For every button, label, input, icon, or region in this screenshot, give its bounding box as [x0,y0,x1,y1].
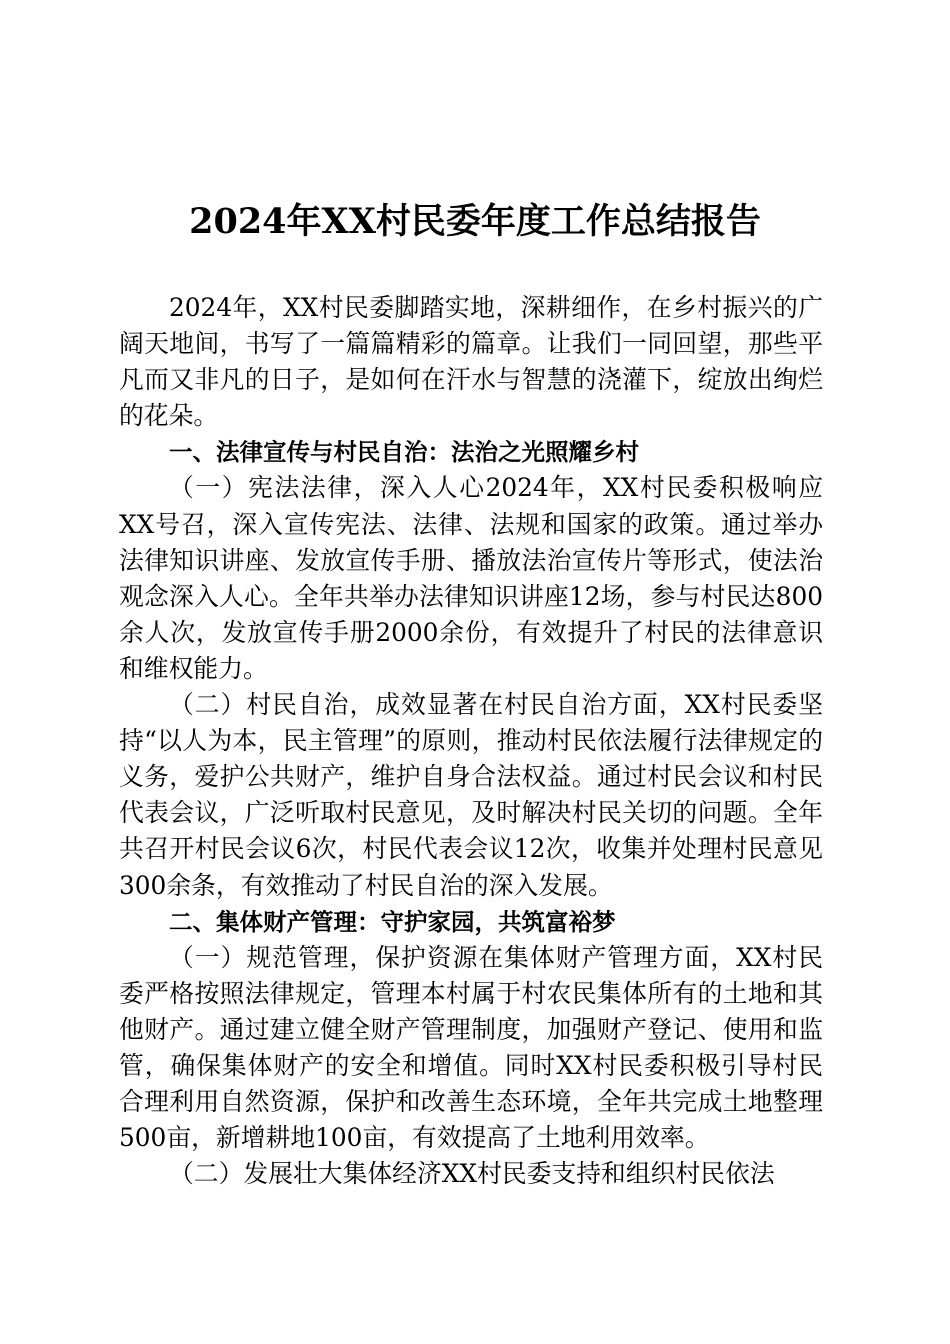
section-2-paragraph-2: （二）发展壮大集体经济XX村民委支持和组织村民依法 [169,1159,775,1189]
section-2-heading: 二、集体财产管理：守护家园，共筑富裕梦 [169,907,616,936]
section-2-paragraph-1: （一）规范管理，保护资源在集体财产管理方面，XX村民委严格按照法律规定，管理本村属于村农民集体所有的土地和其他财产。通过建立健全财产管理制度，加强财产登记、使用和监管，确保集体财产的安全和增值。同时XX村民委积极引导村民合理利用自然资源，保护和改善生态环境，全年共完成土地整理500亩，新增耕地100亩，有效提高了土地利用效率。 [119,942,823,1153]
document-title: 2024年XX村民委年度工作总结报告 [189,201,761,242]
section-1-paragraph-1: （一）宪法法律，深入人心2024年，XX村民委积极响应XX号召，深入宣传宪法、法律、法规和国家的政策。通过举办法律知识讲座、发放宣传手册、播放法治宣传片等形式，使法治观念深入人心。全年共举办法律知识讲座12场，参与村民达800余人次，发放宣传手册2000余份，有效提升了村民的法律意识和维权能力。 [119,473,823,683]
intro-paragraph: 2024年，XX村民委脚踏实地，深耕细作，在乡村振兴的广阔天地间，书写了一篇篇精彩的篇章。让我们一同回望，那些平凡而又非凡的日子，是如何在汗水与智慧的浇灌下，绽放出绚烂的花朵。 [119,293,823,431]
section-1-paragraph-2: （二）村民自治，成效显著在村民自治方面，XX村民委坚持“以人为本，民主管理”的原则，推动村民依法履行法律规定的义务，爱护公共财产，维护自身合法权益。通过村民会议和村民代表会议，广泛听取村民意见，及时解决村民关切的问题。全年共召开村民会议6次，村民代表会议12次，收集并处理村民意见300余条，有效推动了村民自治的深入发展。 [119,690,823,900]
section-1-heading: 一、法律宣传与村民自治：法治之光照耀乡村 [169,438,639,467]
document-body [119,290,823,1192]
